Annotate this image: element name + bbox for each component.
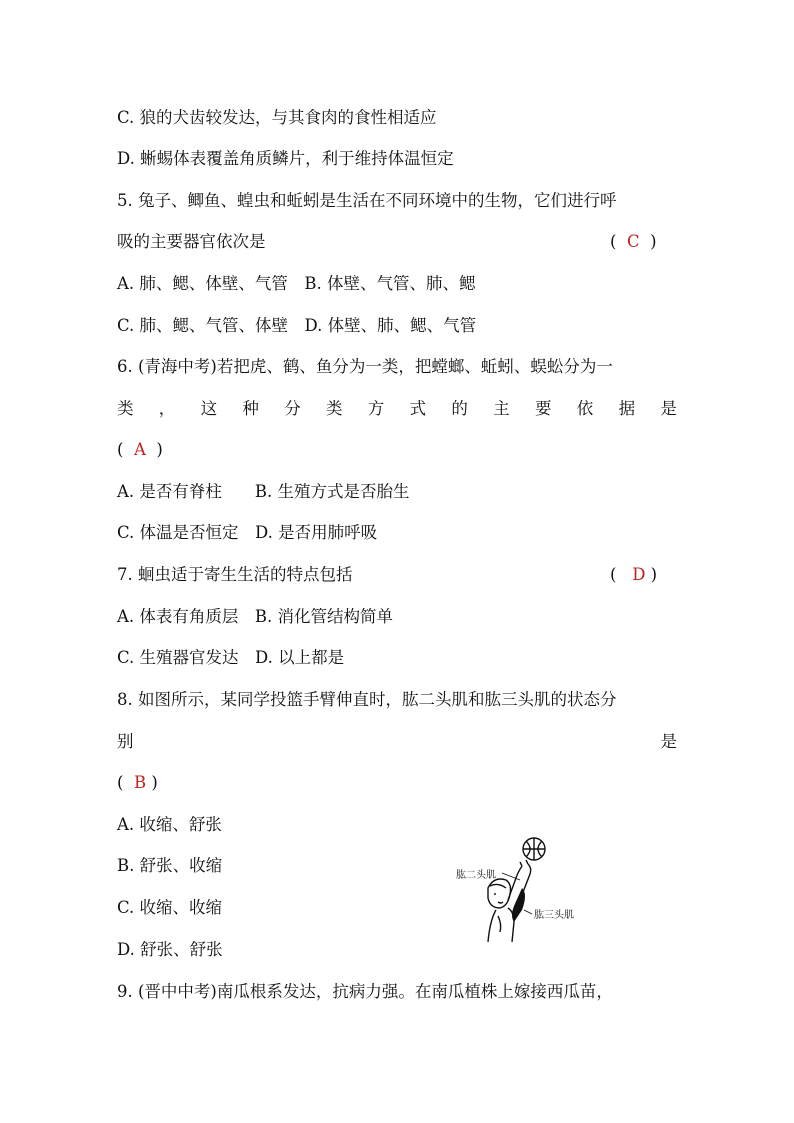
answer-6-letter: A — [133, 440, 146, 459]
triceps-label: 肱三头肌 — [534, 910, 574, 921]
answer-8-letter: B — [133, 773, 147, 792]
question-8-option-a: A. 收缩、舒张 — [117, 815, 222, 834]
biceps-label: 肱二头肌 — [456, 870, 496, 881]
question-6-line1: 6. (青海中考)若把虎、鹤、鱼分为一类，把螳螂、蚯蚓、蜈蚣分为一 — [117, 357, 613, 376]
arm-illustration — [440, 830, 600, 955]
answer-5-letter: C — [626, 232, 640, 251]
question-8-option-c: C. 收缩、收缩 — [117, 898, 223, 917]
question-8-option-d: D. 舒张、舒张 — [117, 940, 223, 959]
question-9: 9. (晋中中考)南瓜根系发达，抗病力强。在南瓜植株上嫁接西瓜苗， — [117, 982, 613, 1001]
question-5-options-ab: A. 肺、鳃、体壁、气管 B. 体壁、气管、肺、鳃 — [117, 274, 476, 293]
question-7-options-cd: C. 生殖器官发达 D. 以上都是 — [117, 648, 345, 667]
question-5-line1: 5. 兔子、鲫鱼、蝗虫和蚯蚓是生活在不同环境中的生物，它们进行呼 — [117, 191, 617, 210]
question-6-options-ab: A. 是否有脊柱 B. 生殖方式是否胎生 — [117, 482, 410, 501]
option-d-q4: D. 蜥蜴体表覆盖角质鳞片，利于维持体温恒定 — [117, 149, 454, 168]
basketball-icon — [523, 838, 545, 860]
question-5-options-cd: C. 肺、鳃、气管、体壁 D. 体壁、肺、鳃、气管 — [117, 316, 477, 335]
basketball-arm-figure — [440, 830, 600, 955]
question-8-option-b: B. 舒张、收缩 — [117, 856, 223, 875]
question-7: 7. 蛔虫适于寄生生活的特点包括 — [117, 565, 353, 584]
answer-6: ( A ) — [117, 440, 163, 459]
question-6-line2: 类 ， 这 种 分 类 方 式 的 主 要 依 据 是 — [117, 399, 677, 418]
person-head — [488, 879, 511, 908]
answer-8: ( B ) — [117, 773, 158, 792]
question-6-options-cd: C. 体温是否恒定 D. 是否用肺呼吸 — [117, 523, 378, 542]
question-7-options-ab: A. 体表有角质层 B. 消化管结构简单 — [117, 607, 394, 626]
answer-5: ( C ) — [610, 232, 657, 251]
answer-7: ( D ) — [610, 565, 658, 584]
question-5-line2: 吸的主要器官依次是 — [117, 232, 266, 251]
question-8-line2: 别 是 — [117, 732, 677, 751]
option-c-q4: C. 狼的犬齿较发达，与其食肉的食性相适应 — [117, 108, 437, 127]
question-8-line1: 8. 如图所示，某同学投篮手臂伸直时，肱二头肌和肱三头肌的状态分 — [117, 690, 617, 709]
person-body — [488, 908, 514, 942]
answer-7-letter: D — [632, 565, 646, 584]
